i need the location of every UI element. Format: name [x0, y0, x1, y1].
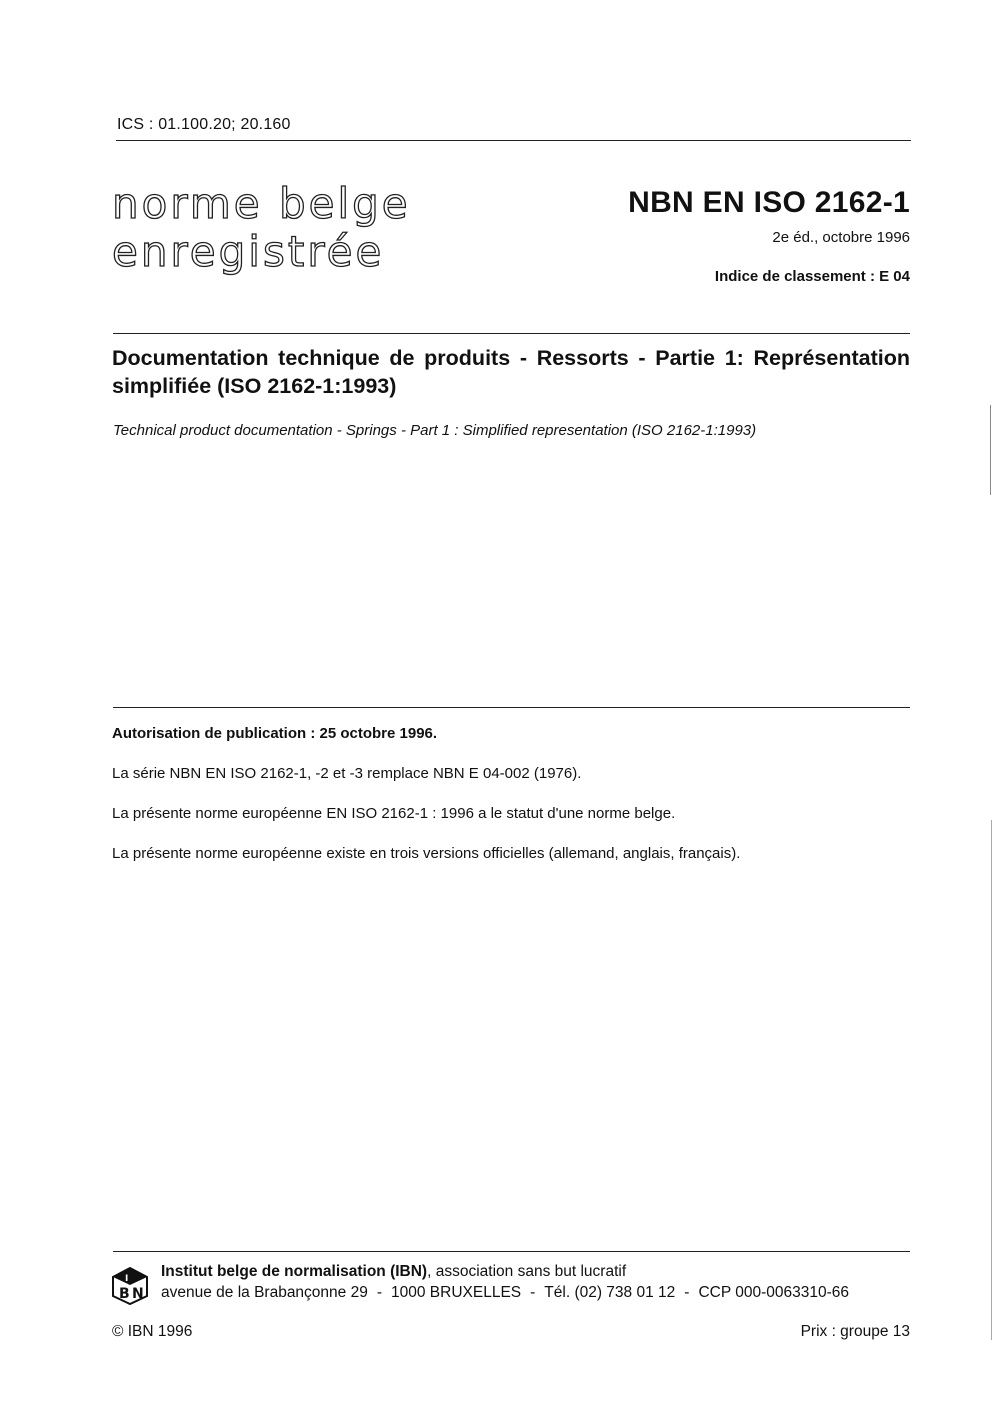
- scan-edge-mark: [990, 405, 991, 495]
- ccp-number: CCP 000-0063310-66: [698, 1284, 849, 1301]
- brand-line-1: norme belge: [112, 179, 411, 228]
- footer-divider: [113, 1251, 910, 1252]
- institute-address-line: [161, 1284, 849, 1302]
- standard-number: NBN EN ISO 2162-1: [628, 186, 910, 219]
- institute-suffix: , association sans but lucratif: [427, 1263, 627, 1280]
- institute-name: Institut belge de normalisation (IBN): [161, 1263, 428, 1280]
- separator-dash: -: [376, 1284, 383, 1301]
- body-top-divider: [113, 707, 910, 708]
- scan-edge-mark: [991, 820, 992, 1340]
- price-group: Prix : groupe 13: [800, 1323, 910, 1340]
- classification-index: Indice de classement : E 04: [714, 268, 910, 285]
- ibn-logo-icon: [110, 1266, 150, 1306]
- separator-dash: -: [684, 1284, 690, 1301]
- svg-text:I: I: [125, 1274, 129, 1284]
- svg-text:B: B: [119, 1286, 130, 1302]
- brand-line-2: enregistrée: [112, 227, 385, 276]
- svg-text:N: N: [132, 1286, 144, 1302]
- paragraph-status: La présente norme européenne EN ISO 2162-1 : 1996 a le statut d'une norme belge.: [112, 805, 676, 822]
- paragraph-versions: La présente norme européenne existe en trois versions officielles (allemand, anglais, français).: [112, 845, 741, 862]
- copyright: © IBN 1996: [112, 1323, 193, 1340]
- title-top-divider: [113, 333, 910, 334]
- brand-wordmark: [112, 180, 411, 276]
- institute-line: [161, 1263, 626, 1281]
- publication-authorization: Autorisation de publication : 25 octobre 1996.: [112, 725, 438, 742]
- ics-code: ICS : 01.100.20; 20.160: [117, 116, 291, 133]
- edition-date: 2e éd., octobre 1996: [772, 229, 910, 246]
- city: 1000 BRUXELLES: [391, 1284, 522, 1301]
- address: avenue de la Brabançonne 29: [161, 1284, 368, 1301]
- header-divider: [116, 140, 911, 141]
- document-title-french: Documentation technique de produits - Ressorts - Partie 1: Représentation simplifiée (ISO 2162-1:1993): [112, 346, 910, 398]
- document-title-english: Technical product documentation - Springs - Part 1 : Simplified representation (ISO 2162-1:1993): [113, 422, 757, 439]
- phone: Tél. (02) 738 01 12: [544, 1284, 676, 1301]
- paragraph-replacement: La série NBN EN ISO 2162-1, -2 et -3 remplace NBN E 04-002 (1976).: [112, 765, 582, 782]
- separator-dash: -: [530, 1284, 536, 1301]
